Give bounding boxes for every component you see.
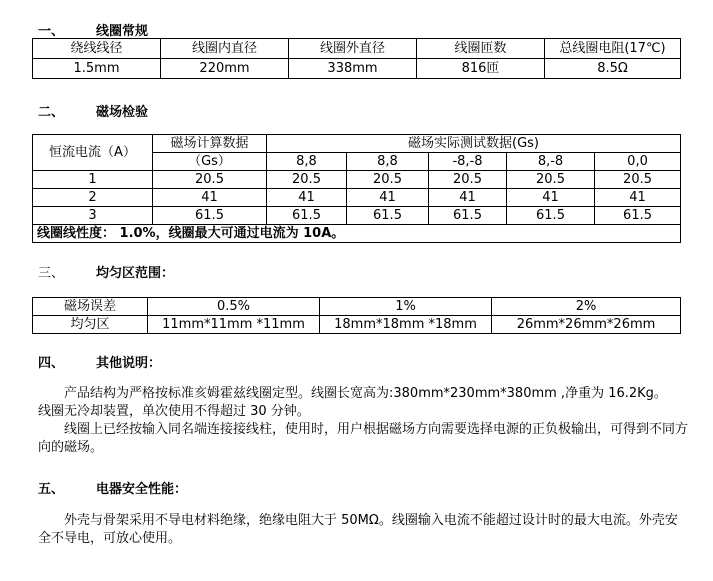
table-cell: 8.5Ω [545,59,681,79]
calc-unit-cell: （Gs） [153,153,267,171]
section2-heading [38,101,148,120]
table-cell: 220mm [161,59,289,79]
table-cell: 41 [507,189,595,207]
table-cell: 61.5 [507,207,595,225]
table-header-cell: 磁场误差 [33,298,148,316]
table-row [33,171,681,189]
coil-spec-table [32,38,681,79]
table-header-cell: 均匀区 [33,316,148,334]
table-row [33,135,681,153]
table-cell: 1% [320,298,492,316]
table-cell: 61.5 [347,207,429,225]
measure-point-cell: 8,8 [267,153,347,171]
uniform-zone-table [32,297,681,334]
table-cell: 20.5 [347,171,429,189]
table-cell: 26mm*26mm*26mm [492,316,681,334]
note-line: 线圈无冷却装置，单次使用不得超过 30 分钟。 [38,404,310,419]
table-cell: 1 [33,171,153,189]
section5-heading [38,478,187,497]
table-cell: 20.5 [429,171,507,189]
table-header-cell: 线圈匝数 [417,39,545,59]
table-header-cell: 线圈外直径 [289,39,417,59]
current-header-cell: 恒流电流（A） [33,135,153,171]
table-cell: 20.5 [595,171,681,189]
section3-number: 三、 [38,266,65,281]
table-cell: 41 [347,189,429,207]
section3-title: 均匀区范围： [96,266,175,281]
magnetic-field-table [32,134,681,243]
table-cell: 11mm*11mm *11mm [148,316,320,334]
note-line: 线圈上已经按输入同名端连接接线柱，使用时，用户根据磁场方向需要选择电源的正负极输出，可得到不同方向的磁场。 [38,422,689,455]
table-cell: 2 [33,189,153,207]
section1-heading [38,20,148,39]
calc-header-cell: 磁场计算数据 [153,135,267,153]
table-cell: 816匝 [417,59,545,79]
table-cell: 3 [33,207,153,225]
measure-point-cell: 8,8 [347,153,429,171]
table-cell: 61.5 [153,207,267,225]
section4-number: 四、 [38,356,65,371]
table-row [33,59,681,79]
section5-number: 五、 [38,482,65,497]
section2-title: 磁场检验 [96,105,149,120]
section4-heading [38,352,161,371]
linearity-note: 线圈线性度： 1.0%，线圈最大可通过电流为 10A。 [33,225,681,243]
other-notes [38,385,688,457]
table-cell: 61.5 [429,207,507,225]
table-cell: 20.5 [267,171,347,189]
table-cell: 41 [429,189,507,207]
table-cell: 20.5 [153,171,267,189]
table-cell: 41 [153,189,267,207]
table-cell: 1.5mm [33,59,161,79]
table-row [33,298,681,316]
table-header-cell: 线圈内直径 [161,39,289,59]
measure-point-cell: 8,-8 [507,153,595,171]
table-header-cell: 绕线线径 [33,39,161,59]
table-row [33,189,681,207]
table-row [33,207,681,225]
section5-title: 电器安全性能： [96,482,188,497]
table-cell: 0.5% [148,298,320,316]
measure-point-cell: -8,-8 [429,153,507,171]
section1-number: 一、 [38,24,65,39]
table-cell: 18mm*18mm *18mm [320,316,492,334]
safety-text: 外壳与骨架采用不导电材料绝缘，绝缘电阻大于 50MΩ。线圈输入电流不能超过设计时的最大电流。外壳安全不导电，可放心使用。 [38,513,678,546]
table-row [33,39,681,59]
section4-title: 其他说明： [96,356,162,371]
note-line: 产品结构为严格按标准亥姆霍兹线圈定型。线圈长宽高为:380mm*230mm*380mm ,净重为 16.2Kg。 [64,386,667,401]
table-cell: 61.5 [595,207,681,225]
table-cell: 41 [595,189,681,207]
table-cell: 41 [267,189,347,207]
table-cell: 61.5 [267,207,347,225]
table-cell: 338mm [289,59,417,79]
measure-point-cell: 0,0 [595,153,681,171]
table-row [33,225,681,243]
table-row [33,316,681,334]
safety-notes [38,512,688,548]
measured-header-cell: 磁场实际测试数据(Gs) [267,135,681,153]
table-cell: 2% [492,298,681,316]
table-header-cell: 总线圈电阻(17℃) [545,39,681,59]
section3-heading [38,262,174,281]
section2-number: 二、 [38,105,65,120]
table-cell: 20.5 [507,171,595,189]
section1-title: 线圈常规 [96,24,149,39]
